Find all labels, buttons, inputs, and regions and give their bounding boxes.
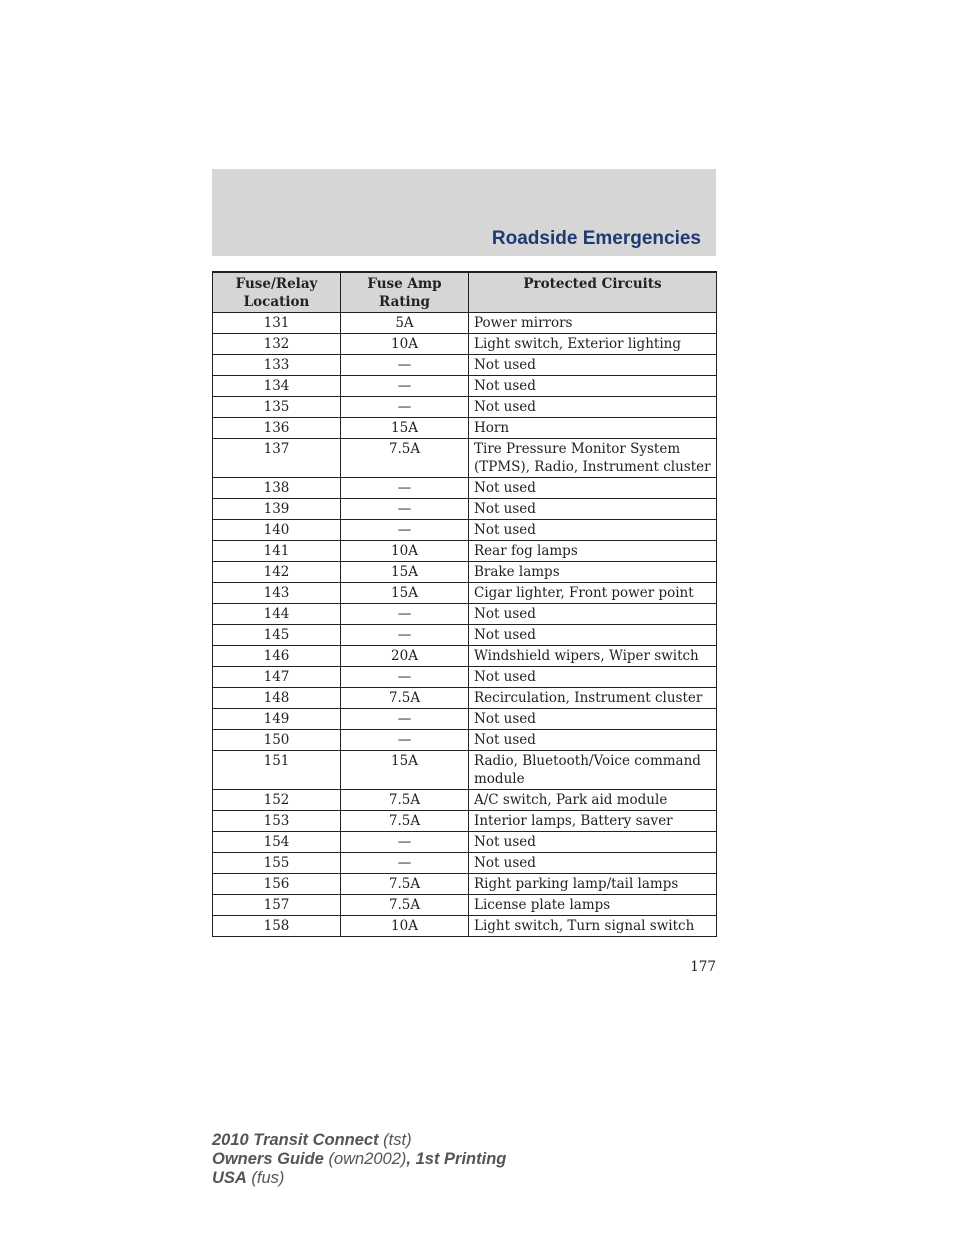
table-row (213, 751, 717, 790)
cell-location: 149 (213, 709, 341, 730)
cell-amp-rating: 7.5A (341, 439, 469, 478)
cell-location: 132 (213, 334, 341, 355)
table-row (213, 499, 717, 520)
footer-line-3: USA (fus) (212, 1169, 285, 1187)
cell-protected-circuits: Rear fog lamps (469, 541, 717, 562)
cell-protected-circuits: Windshield wipers, Wiper switch (469, 646, 717, 667)
cell-protected-circuits: A/C switch, Park aid module (469, 790, 717, 811)
header-location: Fuse/Relay Location (213, 272, 341, 313)
cell-location: 131 (213, 313, 341, 334)
cell-protected-circuits: Not used (469, 499, 717, 520)
cell-amp-rating: 10A (341, 541, 469, 562)
table-row (213, 832, 717, 853)
cell-location: 144 (213, 604, 341, 625)
table-row (213, 583, 717, 604)
table-row (213, 376, 717, 397)
table-row (213, 790, 717, 811)
cell-location: 147 (213, 667, 341, 688)
cell-amp-rating: — (341, 376, 469, 397)
footer-line-1: 2010 Transit Connect (tst) (212, 1131, 412, 1149)
cell-amp-rating: 15A (341, 751, 469, 790)
cell-amp-rating: 10A (341, 334, 469, 355)
cell-location: 145 (213, 625, 341, 646)
table-row (213, 604, 717, 625)
cell-protected-circuits: Interior lamps, Battery saver (469, 811, 717, 832)
table-row (213, 562, 717, 583)
cell-amp-rating: 7.5A (341, 790, 469, 811)
cell-location: 142 (213, 562, 341, 583)
section-title: Roadside Emergencies (491, 228, 701, 249)
table-row (213, 811, 717, 832)
cell-amp-rating: — (341, 604, 469, 625)
table-header-row (213, 272, 717, 313)
cell-protected-circuits: Not used (469, 709, 717, 730)
cell-amp-rating: — (341, 520, 469, 541)
fuse-table (212, 271, 717, 937)
table-row (213, 313, 717, 334)
cell-location: 141 (213, 541, 341, 562)
table-row (213, 478, 717, 499)
table-row (213, 355, 717, 376)
table-row (213, 688, 717, 709)
table-row (213, 520, 717, 541)
cell-protected-circuits: Not used (469, 520, 717, 541)
table-row (213, 874, 717, 895)
cell-protected-circuits: Power mirrors (469, 313, 717, 334)
cell-amp-rating: — (341, 853, 469, 874)
cell-protected-circuits: Not used (469, 625, 717, 646)
table-row (213, 418, 717, 439)
cell-location: 156 (213, 874, 341, 895)
cell-amp-rating: — (341, 625, 469, 646)
cell-protected-circuits: Not used (469, 730, 717, 751)
cell-amp-rating: 20A (341, 646, 469, 667)
cell-protected-circuits: Cigar lighter, Front power point (469, 583, 717, 604)
cell-amp-rating: 15A (341, 418, 469, 439)
cell-protected-circuits: License plate lamps (469, 895, 717, 916)
cell-protected-circuits: Not used (469, 478, 717, 499)
table-row (213, 730, 717, 751)
cell-location: 148 (213, 688, 341, 709)
cell-location: 146 (213, 646, 341, 667)
cell-location: 143 (213, 583, 341, 604)
cell-location: 151 (213, 751, 341, 790)
cell-amp-rating: — (341, 478, 469, 499)
cell-amp-rating: — (341, 499, 469, 520)
cell-protected-circuits: Not used (469, 604, 717, 625)
cell-location: 158 (213, 916, 341, 937)
cell-amp-rating: 7.5A (341, 874, 469, 895)
cell-location: 155 (213, 853, 341, 874)
cell-protected-circuits: Not used (469, 397, 717, 418)
cell-amp-rating: — (341, 355, 469, 376)
cell-location: 154 (213, 832, 341, 853)
table-row (213, 916, 717, 937)
cell-protected-circuits: Horn (469, 418, 717, 439)
cell-protected-circuits: Not used (469, 376, 717, 397)
cell-protected-circuits: Right parking lamp/tail lamps (469, 874, 717, 895)
cell-amp-rating: 5A (341, 313, 469, 334)
cell-protected-circuits: Not used (469, 355, 717, 376)
cell-location: 157 (213, 895, 341, 916)
footer-line-2: Owners Guide (own2002), 1st Printing (212, 1150, 507, 1168)
cell-amp-rating: — (341, 730, 469, 751)
cell-amp-rating: — (341, 667, 469, 688)
cell-location: 140 (213, 520, 341, 541)
table-row (213, 853, 717, 874)
cell-location: 153 (213, 811, 341, 832)
table-row (213, 397, 717, 418)
cell-amp-rating: 10A (341, 916, 469, 937)
table-row (213, 625, 717, 646)
cell-amp-rating: — (341, 709, 469, 730)
cell-location: 150 (213, 730, 341, 751)
cell-protected-circuits: Not used (469, 667, 717, 688)
cell-amp-rating: 15A (341, 562, 469, 583)
cell-location: 134 (213, 376, 341, 397)
cell-amp-rating: 7.5A (341, 811, 469, 832)
cell-location: 133 (213, 355, 341, 376)
cell-amp-rating: 7.5A (341, 895, 469, 916)
header-protected-circuits: Protected Circuits (469, 272, 717, 313)
cell-protected-circuits: Tire Pressure Monitor System (TPMS), Radio, Instrument cluster (469, 439, 717, 478)
cell-location: 138 (213, 478, 341, 499)
cell-amp-rating: — (341, 397, 469, 418)
cell-protected-circuits: Radio, Bluetooth/Voice command module (469, 751, 717, 790)
table-body (213, 313, 717, 937)
table-row (213, 334, 717, 355)
cell-protected-circuits: Recirculation, Instrument cluster (469, 688, 717, 709)
cell-protected-circuits: Not used (469, 832, 717, 853)
cell-amp-rating: 15A (341, 583, 469, 604)
footer-print-info (212, 1131, 506, 1188)
table-row (213, 646, 717, 667)
cell-amp-rating: — (341, 832, 469, 853)
table-row (213, 895, 717, 916)
cell-protected-circuits: Brake lamps (469, 562, 717, 583)
cell-location: 135 (213, 397, 341, 418)
cell-protected-circuits: Not used (469, 853, 717, 874)
table-row (213, 667, 717, 688)
table-row (213, 709, 717, 730)
cell-location: 139 (213, 499, 341, 520)
cell-protected-circuits: Light switch, Exterior lighting (469, 334, 717, 355)
header-amp-rating: Fuse Amp Rating (341, 272, 469, 313)
cell-location: 137 (213, 439, 341, 478)
page-number: 177 (690, 959, 716, 975)
cell-amp-rating: 7.5A (341, 688, 469, 709)
cell-location: 136 (213, 418, 341, 439)
section-header-band (212, 169, 716, 256)
table-row (213, 541, 717, 562)
cell-protected-circuits: Light switch, Turn signal switch (469, 916, 717, 937)
table-row (213, 439, 717, 478)
cell-location: 152 (213, 790, 341, 811)
